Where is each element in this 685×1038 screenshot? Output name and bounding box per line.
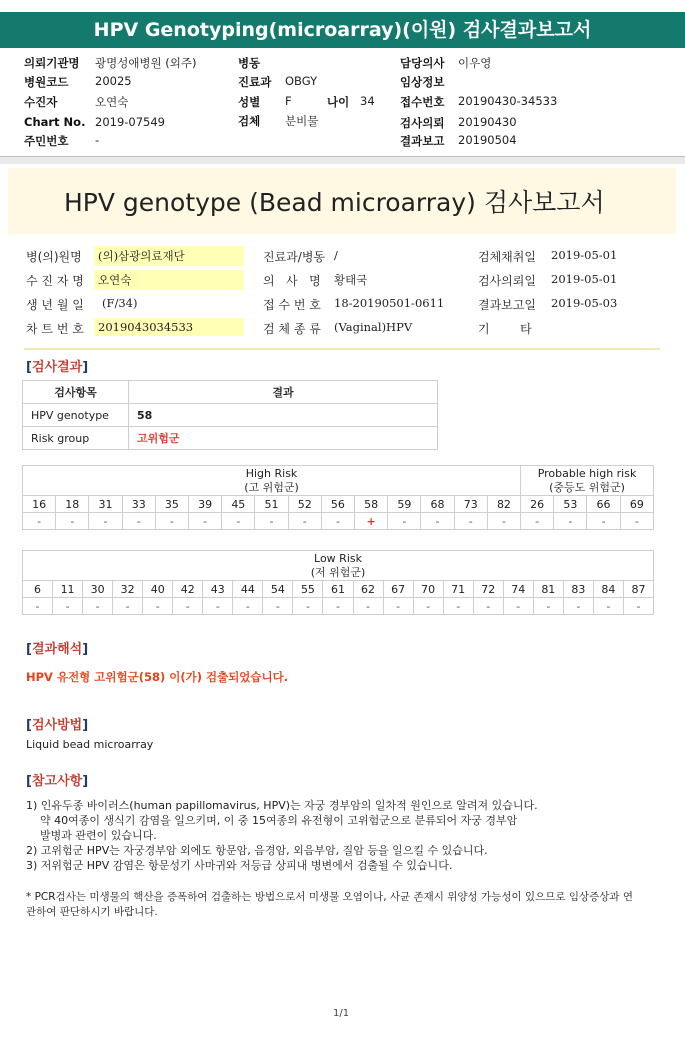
genotype-result: - [83, 598, 113, 615]
result-section-heading: [검사결과] [26, 360, 89, 375]
interpretation-text: HPV 유전형 고위험군(58) 이(가) 검출되었습니다. [26, 670, 289, 684]
specimen-type-label: 검 체 종 류 [263, 322, 321, 336]
genotype-result: - [23, 513, 56, 530]
hospital-code-label: 병원코드 [24, 75, 69, 89]
specimen-type-value: (Vaginal)HPV [334, 320, 413, 334]
genotype-type: 51 [255, 496, 288, 513]
age-value: 34 [360, 94, 375, 108]
genotype-result: - [413, 598, 443, 615]
genotype-result: - [620, 513, 653, 530]
genotype-result: - [533, 598, 563, 615]
genotype-result: - [321, 513, 354, 530]
genotype-type: 83 [563, 581, 593, 598]
genotype-type: 39 [189, 496, 222, 513]
genotype-result: - [53, 598, 83, 615]
request-date-value: 20190430 [458, 115, 517, 129]
result-item: Risk group [23, 427, 129, 450]
genotype-result: - [388, 513, 421, 530]
genotype-result: - [233, 598, 263, 615]
table-row [23, 404, 438, 427]
clinic-value: (의)삼광의료재단 [94, 246, 244, 266]
genotype-result: - [421, 513, 454, 530]
genotype-type: 74 [503, 581, 533, 598]
genotype-result: - [323, 598, 353, 615]
note-line: 3) 저위험군 HPV 감염은 항문성기 사마귀와 저등급 상피내 병변에서 검출될 수 있습니다. [26, 859, 453, 872]
genotype-type: 71 [443, 581, 473, 598]
patient-info [8, 248, 676, 344]
genotype-type: 66 [587, 496, 620, 513]
result-item: HPV genotype [23, 404, 129, 427]
genotype-result: - [623, 598, 653, 615]
genotype-type: 87 [623, 581, 653, 598]
genotype-type: 84 [593, 581, 623, 598]
sex-label: 성별 [238, 95, 261, 109]
resident-no-value: - [95, 133, 100, 147]
collection-date-value: 2019-05-01 [551, 248, 618, 262]
genotype-type: 33 [122, 496, 155, 513]
genotype-result: - [143, 598, 173, 615]
patient-name-label: 수 진 자 명 [26, 274, 84, 288]
receipt-number-label: 접 수 번 호 [263, 298, 321, 312]
patient-label: 수진자 [24, 95, 58, 109]
genotype-result: - [454, 513, 487, 530]
chart-no-value: 2019-07549 [95, 115, 165, 129]
result-genotype-value: 58 [129, 404, 438, 427]
department-value: OBGY [285, 74, 318, 88]
genotype-type: 81 [533, 581, 563, 598]
hospital-code-value: 20025 [95, 74, 132, 88]
probable-high-risk-subtitle: (중등도 위험군) [549, 480, 625, 494]
note-line: 약 40여종이 생식기 감염을 일으키며, 이 중 15여종의 유전형이 고위험군으로 분류되어 자궁 경부암 [26, 814, 518, 827]
chart-number-label: 차 트 번 호 [26, 322, 84, 336]
patient-value: 오연숙 [95, 95, 129, 109]
genotype-result: - [122, 513, 155, 530]
genotype-type: 30 [83, 581, 113, 598]
chart-no-label: Chart No. [24, 115, 86, 129]
physician-label: 의 사 명 [263, 274, 321, 288]
collection-date-label: 검체채취일 [478, 250, 536, 264]
low-risk-header [23, 551, 654, 581]
genotype-result: - [503, 598, 533, 615]
age-label: 나이 [327, 95, 350, 109]
dept-ward-label: 진료과/병동 [263, 250, 326, 264]
genotype-type: 73 [454, 496, 487, 513]
resident-no-label: 주민번호 [24, 134, 69, 148]
genotype-type: 55 [293, 581, 323, 598]
sex-value: F [285, 94, 292, 108]
note-line: 2) 고위험군 HPV는 자궁경부암 외에도 항문암, 음경암, 외음부암, 질암 등을 일으킬 수 있습니다. [26, 844, 488, 857]
ward-label: 병동 [238, 56, 261, 70]
genotype-type: 70 [413, 581, 443, 598]
genotype-result: - [487, 513, 520, 530]
other-label: 기 타 [478, 322, 532, 336]
genotype-type: 44 [233, 581, 263, 598]
genotype-type: 45 [222, 496, 255, 513]
high-risk-genotype-table [22, 465, 654, 530]
genotype-type: 32 [113, 581, 143, 598]
department-label: 진료과 [238, 75, 272, 89]
genotype-result: - [155, 513, 188, 530]
accession-label: 접수번호 [400, 95, 445, 109]
birth-date-label: 생 년 월 일 [26, 298, 84, 312]
genotype-type: 43 [203, 581, 233, 598]
genotype-result: - [113, 598, 143, 615]
genotype-type: 82 [487, 496, 520, 513]
genotype-result: - [203, 598, 233, 615]
high-risk-title: High Risk [245, 466, 298, 480]
clinical-info-label: 임상정보 [400, 75, 445, 89]
referral-date-value: 2019-05-01 [551, 272, 618, 286]
note-line: 발병과 관련이 있습니다. [26, 829, 157, 842]
genotype-type: 16 [23, 496, 56, 513]
genotype-result: - [587, 513, 620, 530]
pcr-caveat: * PCR검사는 미생물의 핵산을 증폭하여 검출하는 방법으로서 미생물 오염이나, 사균 존재시 위양성 가능성이 있으므로 임상증상과 연관하여 판단하시기 바랍니다. [26, 891, 634, 918]
method-text: Liquid bead microarray [26, 738, 154, 751]
genotype-type: 54 [263, 581, 293, 598]
result-risk-value: 고위험군 [129, 427, 438, 450]
physician-value: 황태국 [334, 273, 368, 287]
genotype-result: - [593, 598, 623, 615]
genotype-result: - [293, 598, 323, 615]
probable-high-risk-header [521, 466, 654, 496]
result-table-header-result: 결과 [129, 381, 438, 404]
report-page [8, 168, 676, 1028]
interpretation-section-heading: [결과해석] [26, 642, 89, 657]
genotype-type: 6 [23, 581, 53, 598]
genotype-result: - [443, 598, 473, 615]
genotype-result: - [554, 513, 587, 530]
genotype-result: + [355, 513, 388, 530]
genotype-result: - [255, 513, 288, 530]
patient-name-value: 오연숙 [94, 270, 244, 290]
genotype-result: - [383, 598, 413, 615]
genotype-result: - [173, 598, 203, 615]
genotype-result: - [189, 513, 222, 530]
notes-list [26, 798, 666, 873]
genotype-result: - [563, 598, 593, 615]
genotype-type: 62 [353, 581, 383, 598]
report-date-value: 20190504 [458, 133, 517, 147]
clinic-label: 병(의)원명 [26, 250, 82, 264]
divider [24, 348, 660, 350]
genotype-type: 56 [321, 496, 354, 513]
receipt-number-value: 18-20190501-0611 [334, 296, 445, 310]
genotype-type: 42 [173, 581, 203, 598]
genotype-type: 53 [554, 496, 587, 513]
genotype-result: - [222, 513, 255, 530]
genotype-result: - [288, 513, 321, 530]
genotype-result: - [353, 598, 383, 615]
specimen-value: 분비물 [285, 114, 319, 128]
genotype-result: - [89, 513, 122, 530]
specimen-label: 검체 [238, 114, 261, 128]
referral-date-label: 검사의뢰일 [478, 274, 536, 288]
birth-date-value: (F/34) [102, 296, 138, 310]
low-risk-title: Low Risk [314, 551, 362, 565]
high-risk-header [23, 466, 521, 496]
report-date-label: 결과보고 [400, 134, 445, 148]
accession-value: 20190430-34533 [458, 94, 558, 108]
genotype-type: 31 [89, 496, 122, 513]
genotype-type: 11 [53, 581, 83, 598]
request-date-label: 검사의뢰 [400, 116, 445, 130]
genotype-type: 67 [383, 581, 413, 598]
high-risk-subtitle: (고 위험군) [244, 480, 299, 494]
genotype-type: 40 [143, 581, 173, 598]
genotype-result: - [521, 513, 554, 530]
genotype-type: 72 [473, 581, 503, 598]
genotype-type: 18 [56, 496, 89, 513]
notes-section-heading: [참고사항] [26, 774, 89, 789]
chart-number-value: 2019043034533 [94, 318, 244, 336]
result-table [22, 380, 438, 450]
result-table-header-item: 검사항목 [23, 381, 129, 404]
genotype-result: - [263, 598, 293, 615]
genotype-type: 35 [155, 496, 188, 513]
genotype-type: 58 [355, 496, 388, 513]
request-header [0, 50, 685, 156]
genotype-type: 61 [323, 581, 353, 598]
dept-ward-value: / [334, 248, 338, 262]
page-number: 1/1 [333, 1008, 350, 1019]
low-risk-subtitle: (저 위험군) [310, 565, 366, 579]
genotype-type: 52 [288, 496, 321, 513]
header-separator [0, 156, 685, 164]
genotype-type: 59 [388, 496, 421, 513]
genotype-result: - [23, 598, 53, 615]
genotype-result: - [473, 598, 503, 615]
result-date-label: 결과보고일 [478, 298, 536, 312]
genotype-type: 26 [521, 496, 554, 513]
method-section-heading: [검사방법] [26, 718, 89, 733]
doctor-value: 이우영 [458, 56, 492, 70]
report-window-title: HPV Genotyping(microarray)(이원) 검사결과보고서 [0, 12, 685, 48]
table-row [23, 427, 438, 450]
result-date-value: 2019-05-03 [551, 296, 618, 310]
low-risk-genotype-table [22, 550, 654, 615]
genotype-result: - [56, 513, 89, 530]
genotype-type: 69 [620, 496, 653, 513]
probable-high-risk-title: Probable high risk [537, 466, 637, 480]
note-line: 1) 인유두종 바이러스(human papillomavirus, HPV)는 자궁 경부암의 일차적 원인으로 알려져 있습니다. [26, 799, 538, 812]
genotype-type: 68 [421, 496, 454, 513]
report-title: HPV genotype (Bead microarray) 검사보고서 [8, 168, 676, 234]
doctor-label: 담당의사 [400, 56, 445, 70]
requester-value: 광명성애병원 (외주) [95, 56, 197, 70]
requester-label: 의뢰기관명 [24, 56, 80, 70]
